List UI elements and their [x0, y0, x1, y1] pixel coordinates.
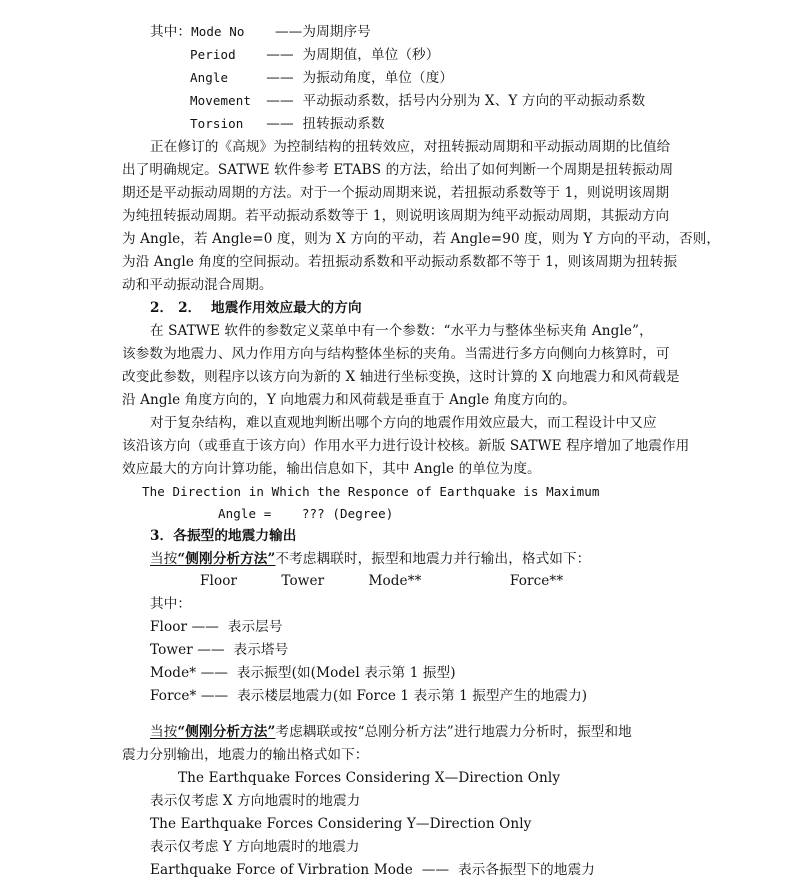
text-segment: 表示仅考虑 X 方向地震时的地震力: [150, 793, 361, 809]
text-line: [150, 722, 632, 742]
text-line: [190, 114, 385, 134]
text-line: [150, 298, 362, 318]
text-line: [122, 183, 669, 203]
text-segment: Floor Tower Mode** Force**: [200, 573, 564, 589]
text-segment: 动和平动振动混合周期。: [122, 277, 273, 293]
text-segment: Torsion: [190, 116, 267, 131]
text-segment: 考虑耦联或按“总刚分析方法”进行地震力分析时，振型和地: [275, 724, 632, 740]
text-line: [122, 390, 576, 410]
text-line: [190, 68, 453, 88]
text-line: [150, 413, 657, 433]
text-line: [122, 745, 369, 765]
text-segment: 期还是平动振动周期的方法。对于一个振动周期来说，若扭振动系数等于 1，则说明该周期: [122, 185, 670, 201]
text-line: [178, 768, 560, 788]
text-segment: Earthquake Force of Virbration Mode —— 表示各振型下的地震力: [150, 862, 595, 878]
text-segment: 为纯扭转振动周期。若平动振动系数等于 1，则说明该周期为纯平动振动周期，其振动方向: [122, 208, 670, 224]
text-segment: Movement: [190, 93, 267, 108]
text-line: [150, 837, 360, 857]
text-segment: 该沿该方向（或垂直于该方向）作用水平力进行设计校核。新版 SATWE 程序增加了地震作用: [122, 438, 690, 454]
text-segment: Angle: [190, 70, 267, 85]
text-segment: 沿 Angle 角度方向的，Y 向地震力和风荷载是垂直于 Angle 角度方向的。: [122, 392, 576, 408]
text-segment: 不考虑耦联时，振型和地震力并行输出，格式如下：: [275, 551, 591, 567]
text-segment: 其中：: [150, 596, 192, 612]
text-line: [122, 459, 541, 479]
text-line: [142, 482, 600, 502]
text-segment: “侧刚分析方法”: [177, 551, 276, 567]
text-segment: 2． 2． 地震作用效应最大的方向: [150, 300, 362, 316]
text-line: [150, 686, 587, 706]
text-segment: 效应最大的方向计算功能，输出信息如下，其中 Angle 的单位为度。: [122, 461, 541, 477]
text-segment: 正在修订的《高规》为控制结构的扭转效应，对扭转振动周期和平动振动周期的比值给: [150, 139, 671, 155]
text-line: [150, 663, 456, 683]
text-segment: —— 扭转振动系数: [266, 116, 385, 132]
text-segment: Period: [190, 47, 267, 62]
text-segment: 该参数为地震力、风力作用方向与结构整体坐标的夹角。当需进行多方向侧向力核算时，可: [122, 346, 670, 362]
text-segment: The Earthquake Forces Considering Y—Direction Only: [150, 816, 532, 832]
text-segment: 对于复杂结构，难以直观地判断出哪个方向的地震作用效应最大，而工程设计中又应: [150, 415, 657, 431]
text-segment: 为沿 Angle 角度的空间振动。若扭振动系数和平动振动系数都不等于 1，则该周期为扭转振: [122, 254, 678, 270]
text-segment: Force* —— 表示楼层地震力(如 Force 1 表示第 1 振型产生的地震力): [150, 688, 588, 704]
text-segment: The Earthquake Forces Considering X—Direction Only: [178, 770, 561, 786]
text-segment: 为 Angle，若 Angle=0 度，则为 X 方向的平动，若 Angle=90 度，则为 Y 方向的平动，否则，: [122, 231, 721, 247]
text-segment: ——为周期序号: [274, 24, 371, 40]
text-segment: 其中：: [150, 24, 192, 40]
text-segment: “侧刚分析方法”: [177, 724, 276, 740]
text-segment: 当按: [150, 724, 178, 740]
text-line: [122, 206, 669, 226]
text-line: [122, 344, 670, 364]
text-line: [150, 137, 670, 157]
text-segment: 3．各振型的地震力输出: [150, 528, 297, 544]
text-segment: —— 为振动角度，单位（度）: [266, 70, 454, 86]
text-line: [150, 791, 360, 811]
text-line: [122, 160, 673, 180]
text-segment: 当按: [150, 551, 178, 567]
text-line: [200, 571, 563, 591]
text-line: [150, 617, 283, 637]
text-segment: 在 SATWE 软件的参数定义菜单中有一个参数：“水平力与整体坐标夹角 Angle”，: [150, 323, 653, 339]
text-segment: Mode No: [191, 24, 275, 39]
text-segment: Tower —— 表示塔号: [150, 642, 289, 658]
text-segment: 震力分别输出，地震力的输出格式如下：: [122, 747, 369, 763]
text-segment: —— 平动振动系数，括号内分别为 X、Y 方向的平动振动系数: [266, 93, 646, 109]
text-line: [122, 275, 273, 295]
text-line: [122, 436, 689, 456]
text-line: [122, 229, 720, 249]
text-line: [150, 814, 531, 834]
text-segment: Angle = ??? (Degree): [218, 506, 394, 521]
text-segment: 表示仅考虑 Y 方向地震时的地震力: [150, 839, 360, 855]
text-segment: 出了明确规定。SATWE 软件参考 ETABS 的方法，给出了如何判断一个周期是扭转振动周: [122, 162, 674, 178]
text-line: [150, 321, 653, 341]
text-line: [122, 252, 677, 272]
text-segment: Floor —— 表示层号: [150, 619, 283, 635]
text-line: [150, 860, 595, 880]
text-segment: 改变此参数，则程序以该方向为新的 X 轴进行坐标变换，这时计算的 X 向地震力和风荷载是: [122, 369, 680, 385]
text-line: [190, 45, 439, 65]
text-segment: The Direction in Which the Responce of Earthquake is Maximum: [142, 484, 600, 499]
text-line: [190, 91, 645, 111]
text-segment: Mode* —— 表示振型(如(Model 表示第 1 振型): [150, 665, 456, 681]
text-line: [122, 367, 680, 387]
text-line: [150, 22, 371, 42]
text-line: [218, 504, 393, 524]
text-line: [150, 549, 590, 569]
text-segment: —— 为周期值，单位（秒）: [266, 47, 440, 63]
text-line: [150, 594, 191, 614]
text-line: [150, 640, 288, 660]
text-line: [150, 526, 297, 546]
